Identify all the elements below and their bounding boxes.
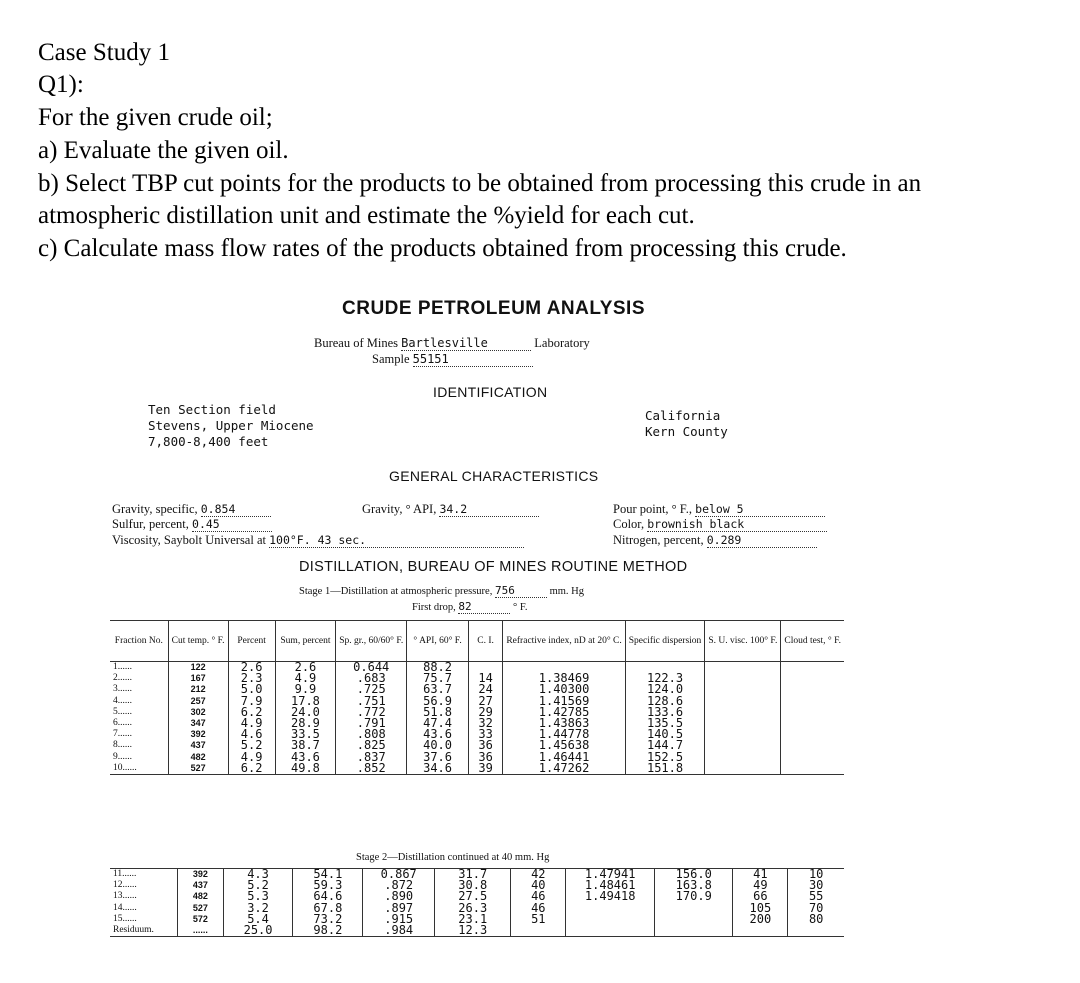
cell-specific-gravity: .984 [363, 925, 435, 937]
stage1-distillation-table [110, 620, 844, 775]
sample-label: Sample [372, 352, 410, 366]
table-row [110, 925, 844, 937]
cell-specific-dispersion: 124.0 [625, 684, 705, 695]
cell-ci: 46 [511, 903, 566, 914]
cell-fraction-no: 5...... [113, 706, 132, 717]
header-cloud-test: Cloud test, ° F. [781, 621, 844, 662]
cell-ci: 24 [468, 684, 502, 695]
cell-percent: 6.2 [228, 763, 275, 775]
cell-percent: 4.3 [223, 869, 293, 881]
cell-cut-temp: 302 [168, 707, 228, 718]
cell-sum-percent: 28.9 [275, 718, 336, 729]
cell-percent: 3.2 [223, 903, 293, 914]
header-fraction: Fraction No. [110, 621, 168, 662]
cell-cut-temp: 437 [168, 740, 228, 751]
cell-cloud-test: 10 [788, 869, 844, 881]
report-title: CRUDE PETROLEUM ANALYSIS [342, 298, 646, 319]
cell-cut-temp: 122 [168, 662, 228, 674]
bureau-suffix: Laboratory [534, 336, 590, 350]
question-part-b-line2: atmospheric distillation unit and estimate the %yield for each cut. [38, 202, 695, 229]
sulfur [112, 517, 272, 532]
cell-cloud-test: 55 [788, 891, 844, 902]
cell-ci: 14 [468, 673, 502, 684]
cell-viscosity [705, 684, 781, 695]
question-part-a: a) Evaluate the given oil. [38, 137, 289, 164]
cell-api-gravity: 88.2 [407, 662, 469, 674]
cell-cut-temp: ...... [178, 925, 223, 937]
cell-api-gravity: 51.8 [407, 707, 469, 718]
cell-cloud-test [781, 752, 844, 763]
cell-viscosity [705, 673, 781, 684]
cell-percent: 2.6 [228, 662, 275, 674]
gravity-api-label: Gravity, ° API, [362, 502, 437, 516]
nitrogen-label: Nitrogen, percent, [613, 533, 704, 547]
table-row [110, 696, 844, 707]
cell-specific-dispersion [655, 925, 733, 937]
cell-refractive-index: 1.46441 [503, 752, 625, 763]
field-name: Ten Section field [148, 402, 276, 417]
first-drop-line [412, 600, 527, 614]
cell-cloud-test [781, 673, 844, 684]
cell-sum-percent: 64.6 [293, 891, 363, 902]
cell-percent: 5.3 [223, 891, 293, 902]
table-row [110, 740, 844, 751]
general-characteristics-heading: GENERAL CHARACTERISTICS [389, 468, 599, 484]
cell-viscosity [705, 729, 781, 740]
table-row [110, 718, 844, 729]
cell-specific-gravity: .890 [363, 891, 435, 902]
header-cut-temp: Cut temp. ° F. [168, 621, 228, 662]
cell-sum-percent: 17.8 [275, 696, 336, 707]
cell-api-gravity: 40.0 [407, 740, 469, 751]
cell-fraction-no: 15...... [113, 913, 137, 924]
question-part-b-line1: b) Select TBP cut points for the products to be obtained from processing this crude in an [38, 170, 922, 197]
cell-specific-dispersion [655, 903, 733, 914]
table-header-row [110, 621, 844, 662]
cell-fraction-no: 1...... [113, 662, 132, 672]
cell-cloud-test [788, 925, 844, 937]
cell-cut-temp: 392 [178, 869, 223, 881]
cell-ci: 32 [468, 718, 502, 729]
cell-refractive-index: 1.38469 [503, 673, 625, 684]
cell-percent: 4.9 [228, 752, 275, 763]
cell-fraction-no: 6...... [113, 718, 132, 729]
cell-cut-temp: 167 [168, 673, 228, 684]
cell-fraction-no: Residuum. [110, 925, 178, 937]
cell-fraction-no: 7...... [113, 729, 132, 740]
viscosity-label: Viscosity, Saybolt Universal at [112, 533, 266, 547]
cell-sum-percent: 73.2 [293, 914, 363, 925]
pour-point-value: below 5 [695, 502, 825, 517]
cell-specific-dispersion: 133.6 [625, 707, 705, 718]
cell-specific-gravity: .852 [336, 763, 407, 775]
cell-cloud-test [781, 740, 844, 751]
depth: 7,800-8,400 feet [148, 434, 269, 449]
cell-viscosity: 41 [733, 869, 788, 881]
question-label: Q1): [38, 71, 84, 98]
cell-specific-dispersion [655, 914, 733, 925]
cell-api-gravity: 75.7 [407, 673, 469, 684]
header-refractive-index: Refractive index, nD at 20° C. [503, 621, 625, 662]
cell-percent: 7.9 [228, 696, 275, 707]
cell-fraction-no: 14...... [113, 902, 137, 913]
cell-ci: 39 [468, 763, 502, 775]
cell-api-gravity: 30.8 [435, 880, 511, 891]
cell-sum-percent: 59.3 [293, 880, 363, 891]
cell-cut-temp: 212 [168, 684, 228, 695]
cell-api-gravity: 12.3 [435, 925, 511, 937]
cell-ci: 40 [511, 880, 566, 891]
stage2-label: Stage 2—Distillation continued at 40 mm. Hg [356, 852, 550, 863]
cell-percent: 4.6 [228, 729, 275, 740]
cell-ci [511, 925, 566, 937]
header-api: ° API, 60° F. [407, 621, 469, 662]
cell-specific-gravity: 0.867 [363, 869, 435, 881]
cell-cloud-test [781, 662, 844, 674]
viscosity-value: 100°F. 43 sec. [269, 533, 524, 548]
cell-percent: 4.9 [228, 718, 275, 729]
cell-cloud-test: 30 [788, 880, 844, 891]
cell-ci: 42 [511, 869, 566, 881]
gravity-specific [112, 502, 271, 517]
cell-fraction-no: 2...... [113, 673, 132, 684]
pour-point-label: Pour point, ° F., [613, 502, 693, 516]
cell-cloud-test [781, 718, 844, 729]
cell-specific-dispersion: 151.8 [625, 763, 705, 775]
formation: Stevens, Upper Miocene [148, 418, 314, 433]
pour-point [613, 502, 825, 517]
gravity-api-value: 34.2 [439, 502, 539, 517]
cell-sum-percent: 43.6 [275, 752, 336, 763]
cell-viscosity [705, 662, 781, 674]
cell-refractive-index: 1.48461 [566, 880, 655, 891]
stage1-pressure: 756 [495, 584, 547, 598]
cell-api-gravity: 34.6 [407, 763, 469, 775]
cell-sum-percent: 9.9 [275, 684, 336, 695]
cell-sum-percent: 67.8 [293, 903, 363, 914]
bureau-value: Bartlesville [401, 336, 531, 351]
cell-refractive-index [566, 903, 655, 914]
cell-ci: 46 [511, 891, 566, 902]
cell-specific-gravity: .683 [336, 673, 407, 684]
bureau-prefix: Bureau of Mines [314, 336, 399, 350]
stage2-distillation-table [110, 868, 844, 937]
cell-sum-percent: 24.0 [275, 707, 336, 718]
cell-ci: 27 [468, 696, 502, 707]
question-part-c: c) Calculate mass flow rates of the products obtained from processing this crude. [38, 235, 847, 262]
table-row [110, 707, 844, 718]
cell-cut-temp: 437 [178, 880, 223, 891]
cell-fraction-no: 3...... [113, 684, 132, 695]
cell-cut-temp: 527 [168, 763, 228, 775]
cell-specific-gravity: .837 [336, 752, 407, 763]
cell-api-gravity: 56.9 [407, 696, 469, 707]
stage1-unit: mm. Hg [549, 586, 585, 597]
table-row [110, 684, 844, 695]
cell-fraction-no: 12...... [113, 880, 137, 891]
header-percent: Percent [228, 621, 275, 662]
cell-fraction-no: 10...... [110, 763, 168, 775]
cell-ci: 33 [468, 729, 502, 740]
bureau-line [314, 336, 590, 351]
cell-refractive-index [566, 925, 655, 937]
cell-refractive-index: 1.45638 [503, 740, 625, 751]
cell-api-gravity: 31.7 [435, 869, 511, 881]
table-row [110, 662, 844, 674]
cell-specific-gravity: .808 [336, 729, 407, 740]
cell-specific-dispersion: 144.7 [625, 740, 705, 751]
cell-ci: 29 [468, 707, 502, 718]
cell-specific-gravity: .725 [336, 684, 407, 695]
table-row [110, 729, 844, 740]
cell-api-gravity: 37.6 [407, 752, 469, 763]
cell-cut-temp: 257 [168, 696, 228, 707]
cell-ci: 36 [468, 740, 502, 751]
table-row [110, 673, 844, 684]
sulfur-label: Sulfur, percent, [112, 517, 189, 531]
nitrogen-value: 0.289 [707, 533, 817, 548]
cell-viscosity [705, 763, 781, 775]
cell-refractive-index [566, 914, 655, 925]
cell-specific-dispersion: 122.3 [625, 673, 705, 684]
cell-api-gravity: 63.7 [407, 684, 469, 695]
cell-refractive-index: 1.47941 [566, 869, 655, 881]
identification-right [645, 408, 728, 440]
cell-fraction-no: 11...... [113, 869, 137, 879]
viscosity [112, 533, 524, 548]
cell-percent: 25.0 [223, 925, 293, 937]
cell-ci: 51 [511, 914, 566, 925]
header-ci: C. I. [468, 621, 502, 662]
cell-viscosity [705, 696, 781, 707]
cell-sum-percent: 38.7 [275, 740, 336, 751]
sample-line [372, 352, 533, 367]
cell-cut-temp: 347 [168, 718, 228, 729]
header-specific-gravity: Sp. gr., 60/60° F. [336, 621, 407, 662]
cell-cloud-test: 70 [788, 903, 844, 914]
cell-specific-dispersion: 140.5 [625, 729, 705, 740]
first-drop-label: First drop, [412, 602, 456, 613]
cell-sum-percent: 4.9 [275, 673, 336, 684]
cell-refractive-index: 1.41569 [503, 696, 625, 707]
gravity-specific-label: Gravity, specific, [112, 502, 198, 516]
cell-specific-gravity: .825 [336, 740, 407, 751]
cell-viscosity: 49 [733, 880, 788, 891]
cell-refractive-index: 1.40300 [503, 684, 625, 695]
cell-viscosity [705, 752, 781, 763]
cell-percent: 5.2 [228, 740, 275, 751]
cell-percent: 5.0 [228, 684, 275, 695]
county: Kern County [645, 424, 728, 439]
cell-specific-gravity: .791 [336, 718, 407, 729]
color [613, 517, 827, 532]
cell-api-gravity: 43.6 [407, 729, 469, 740]
cell-percent: 5.2 [223, 880, 293, 891]
cell-specific-dispersion: 135.5 [625, 718, 705, 729]
distillation-heading: DISTILLATION, BUREAU OF MINES ROUTINE METHOD [299, 559, 688, 575]
color-label: Color, [613, 517, 645, 531]
cell-fraction-no: 9...... [113, 751, 132, 762]
sample-value: 55151 [413, 352, 533, 367]
gravity-api [362, 502, 539, 517]
cell-specific-gravity: .751 [336, 696, 407, 707]
cell-cloud-test [781, 707, 844, 718]
cell-cut-temp: 482 [178, 891, 223, 902]
cell-viscosity [705, 740, 781, 751]
first-drop-unit: ° F. [513, 602, 528, 613]
cell-specific-gravity: .772 [336, 707, 407, 718]
cell-viscosity: 200 [733, 914, 788, 925]
cell-cloud-test [781, 696, 844, 707]
cell-fraction-no: 8...... [113, 740, 132, 751]
cell-viscosity [705, 718, 781, 729]
cell-specific-gravity: 0.644 [336, 662, 407, 674]
cell-viscosity: 66 [733, 891, 788, 902]
cell-refractive-index: 1.43863 [503, 718, 625, 729]
cell-specific-dispersion: 152.5 [625, 752, 705, 763]
cell-api-gravity: 23.1 [435, 914, 511, 925]
cell-sum-percent: 54.1 [293, 869, 363, 881]
cell-specific-gravity: .897 [363, 903, 435, 914]
header-specific-dispersion: Specific dispersion [625, 621, 705, 662]
cell-refractive-index: 1.42785 [503, 707, 625, 718]
first-drop-value: 82 [458, 600, 510, 614]
cell-api-gravity: 27.5 [435, 891, 511, 902]
gravity-specific-value: 0.854 [201, 502, 271, 517]
cell-specific-dispersion: 156.0 [655, 869, 733, 881]
cell-viscosity [733, 925, 788, 937]
case-study-heading: Case Study 1 [38, 39, 170, 66]
cell-sum-percent: 98.2 [293, 925, 363, 937]
cell-cloud-test [781, 729, 844, 740]
cell-refractive-index: 1.47262 [503, 763, 625, 775]
cell-percent: 6.2 [228, 707, 275, 718]
stage2-table-body [110, 869, 844, 937]
cell-sum-percent: 49.8 [275, 763, 336, 775]
cell-specific-dispersion: 128.6 [625, 696, 705, 707]
cell-ci: 36 [468, 752, 502, 763]
cell-cut-temp: 392 [168, 729, 228, 740]
state: California [645, 408, 721, 423]
cell-specific-dispersion: 163.8 [655, 880, 733, 891]
identification-left [148, 402, 314, 450]
cell-viscosity: 105 [733, 903, 788, 914]
cell-sum-percent: 33.5 [275, 729, 336, 740]
table-row [110, 752, 844, 763]
cell-sum-percent: 2.6 [275, 662, 336, 674]
cell-specific-dispersion: 170.9 [655, 891, 733, 902]
header-sum-percent: Sum, percent [275, 621, 336, 662]
table-row [110, 763, 844, 775]
cell-cloud-test [781, 763, 844, 775]
cell-percent: 2.3 [228, 673, 275, 684]
cell-percent: 5.4 [223, 914, 293, 925]
cell-refractive-index: 1.49418 [566, 891, 655, 902]
cell-viscosity [705, 707, 781, 718]
nitrogen [613, 533, 817, 548]
cell-cut-temp: 572 [178, 914, 223, 925]
header-viscosity: S. U. visc. 100° F. [705, 621, 781, 662]
cell-refractive-index: 1.44778 [503, 729, 625, 740]
cell-api-gravity: 47.4 [407, 718, 469, 729]
cell-cut-temp: 482 [168, 752, 228, 763]
cell-specific-gravity: .872 [363, 880, 435, 891]
stage1-label: Stage 1—Distillation at atmospheric pressure, [299, 586, 493, 597]
cell-cut-temp: 527 [178, 903, 223, 914]
cell-fraction-no: 4...... [113, 695, 132, 706]
identification-heading: IDENTIFICATION [433, 384, 548, 400]
cell-api-gravity: 26.3 [435, 903, 511, 914]
cell-specific-gravity: .915 [363, 914, 435, 925]
cell-fraction-no: 13...... [113, 891, 137, 902]
stage1-line [299, 584, 584, 598]
stage1-table-body [110, 662, 844, 775]
cell-cloud-test [781, 684, 844, 695]
sulfur-value: 0.45 [192, 517, 272, 532]
question-prompt: For the given crude oil; [38, 104, 273, 131]
color-value: brownish black [647, 517, 827, 532]
cell-cloud-test: 80 [788, 914, 844, 925]
